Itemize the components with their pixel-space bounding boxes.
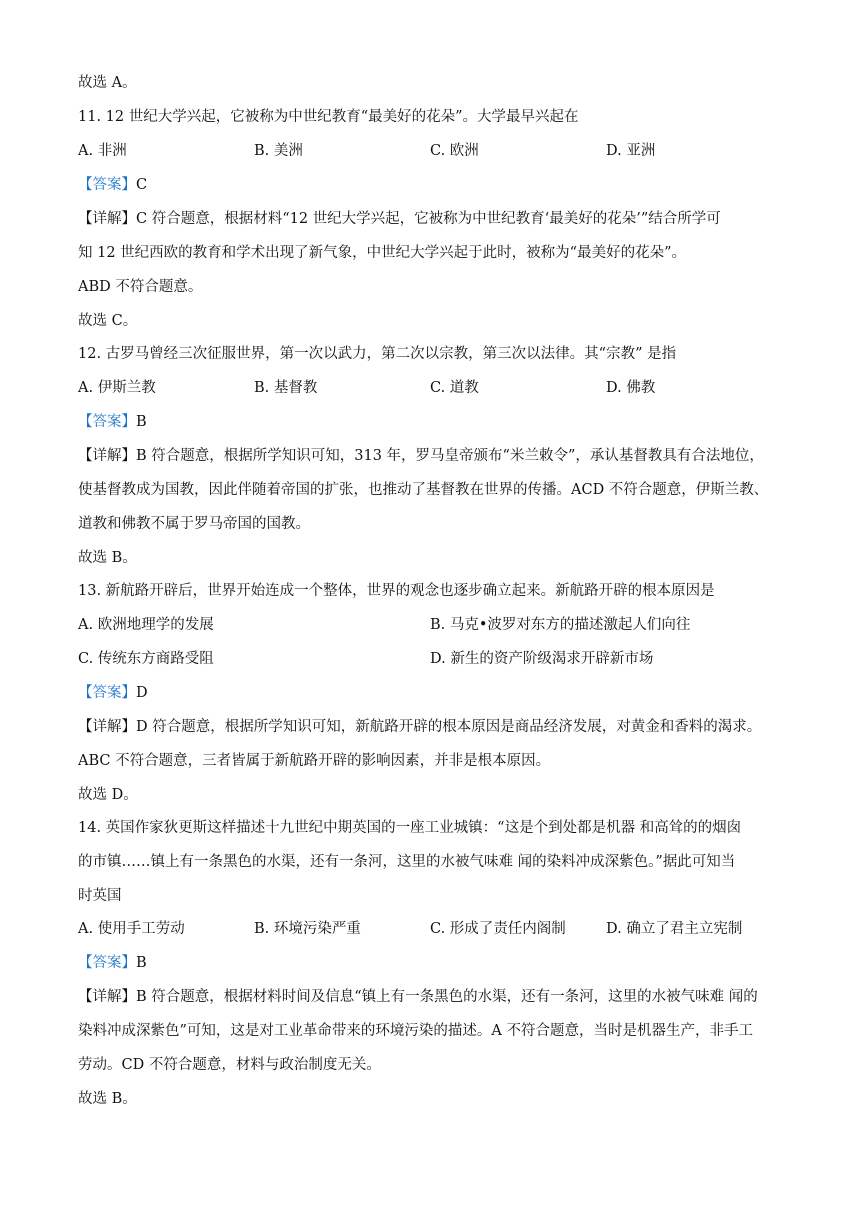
q12-detail-line-2: 使基督教成为国教，因此伴随着帝国的扩张，也推动了基督教在世界的传播。ACD 不符合题意，伊斯兰教、 [78, 482, 769, 498]
q12-answer [78, 412, 784, 432]
q11-conclusion: 故选 C。 [78, 313, 138, 329]
q14-detail-line-1: 【详解】B 符合题意，根据材料时间及信息“镇上有一条黑色的水渠，还有一条河，这里的水被气味难 闻的 [78, 989, 758, 1005]
q14-conclusion: 故选 B。 [78, 1091, 137, 1107]
answer-value: D [136, 685, 148, 701]
q14-stem-line-3: 时英国 [78, 888, 122, 904]
q12-option-d: D. 佛教 [606, 380, 656, 396]
q11-option-d: D. 亚洲 [606, 143, 656, 159]
q13-option-d: D. 新生的资产阶级渴求开辟新市场 [430, 651, 654, 667]
q12-option-b: B. 基督教 [254, 380, 318, 396]
q13-detail-line-1: 【详解】D 符合题意，根据所学知识可知，新航路开辟的根本原因是商品经济发展，对黄金和香料的渴求。 [78, 719, 762, 735]
answer-value: B [136, 414, 147, 430]
q12-detail-line-1: 【详解】B 符合题意，根据所学知识可知，313 年，罗马皇帝颁布“米兰敕令”，承认基督教具有合法地位， [78, 448, 764, 464]
q12-option-c: C. 道教 [430, 380, 479, 396]
answer-value: B [136, 955, 147, 971]
q14-stem-line-2: 的市镇……镇上有一条黑色的水渠，还有一条河，这里的水被气味难 闻的染料冲成深紫色。”据此可知当 [78, 854, 736, 870]
q11-option-a: A. 非洲 [78, 143, 127, 159]
q14-answer [78, 953, 784, 973]
q14-detail-line-2: 染料冲成深紫色”可知，这是对工业革命带来的环境污染的描述。A 不符合题意，当时是机器生产，非手工 [78, 1023, 753, 1039]
q12-detail-line-3: 道教和佛教不属于罗马帝国的国教。 [78, 516, 310, 532]
q14-option-b: B. 环境污染严重 [254, 921, 361, 937]
q13-conclusion: 故选 D。 [78, 787, 138, 803]
q11-detail-line-3: ABD 不符合题意。 [78, 279, 203, 295]
prev-answer-conclusion: 故选 A。 [78, 75, 137, 91]
q13-option-a: A. 欧洲地理学的发展 [78, 617, 214, 633]
q11-answer [78, 175, 784, 195]
q13-answer [78, 683, 784, 703]
q12-option-a: A. 伊斯兰教 [78, 380, 156, 396]
q14-detail-line-3: 劳动。CD 不符合题意，材料与政治制度无关。 [78, 1057, 381, 1073]
q14-option-d: D. 确立了君主立宪制 [606, 921, 743, 937]
answer-tag: 【答案】 [78, 955, 136, 971]
q11-stem: 11. 12 世纪大学兴起，它被称为中世纪教育“最美好的花朵”。大学最早兴起在 [78, 109, 579, 125]
q11-detail-line-1: 【详解】C 符合题意，根据材料“12 世纪大学兴起，它被称为中世纪教育‘最美好的花朵’”结合所学可 [78, 211, 721, 227]
q12-conclusion: 故选 B。 [78, 550, 137, 566]
answer-value: C [136, 177, 148, 193]
q13-option-c: C. 传统东方商路受阻 [78, 651, 214, 667]
answer-tag: 【答案】 [78, 177, 136, 193]
q12-stem: 12. 古罗马曾经三次征服世界，第一次以武力，第二次以宗教，第三次以法律。其“宗教” 是指 [78, 346, 677, 362]
q14-option-c: C. 形成了责任内阁制 [430, 921, 566, 937]
answer-tag: 【答案】 [78, 685, 136, 701]
q13-detail-line-2: ABC 不符合题意，三者皆属于新航路开辟的影响因素，并非是根本原因。 [78, 753, 551, 769]
q14-stem-line-1: 14. 英国作家狄更斯这样描述十九世纪中期英国的一座工业城镇：“这是个到处都是机器 和高耸的的烟囱 [78, 820, 742, 836]
q13-stem: 13. 新航路开辟后，世界开始连成一个整体，世界的观念也逐步确立起来。新航路开辟的根本原因是 [78, 583, 715, 599]
answer-tag: 【答案】 [78, 414, 136, 430]
q14-option-a: A. 使用手工劳动 [78, 921, 185, 937]
q11-option-c: C. 欧洲 [430, 143, 479, 159]
q13-option-b: B. 马克•波罗对东方的描述激起人们向往 [430, 617, 691, 633]
q11-detail-line-2: 知 12 世纪西欧的教育和学术出现了新气象，中世纪大学兴起于此时，被称为“最美好的花朵”。 [78, 245, 686, 261]
q11-option-b: B. 美洲 [254, 143, 303, 159]
